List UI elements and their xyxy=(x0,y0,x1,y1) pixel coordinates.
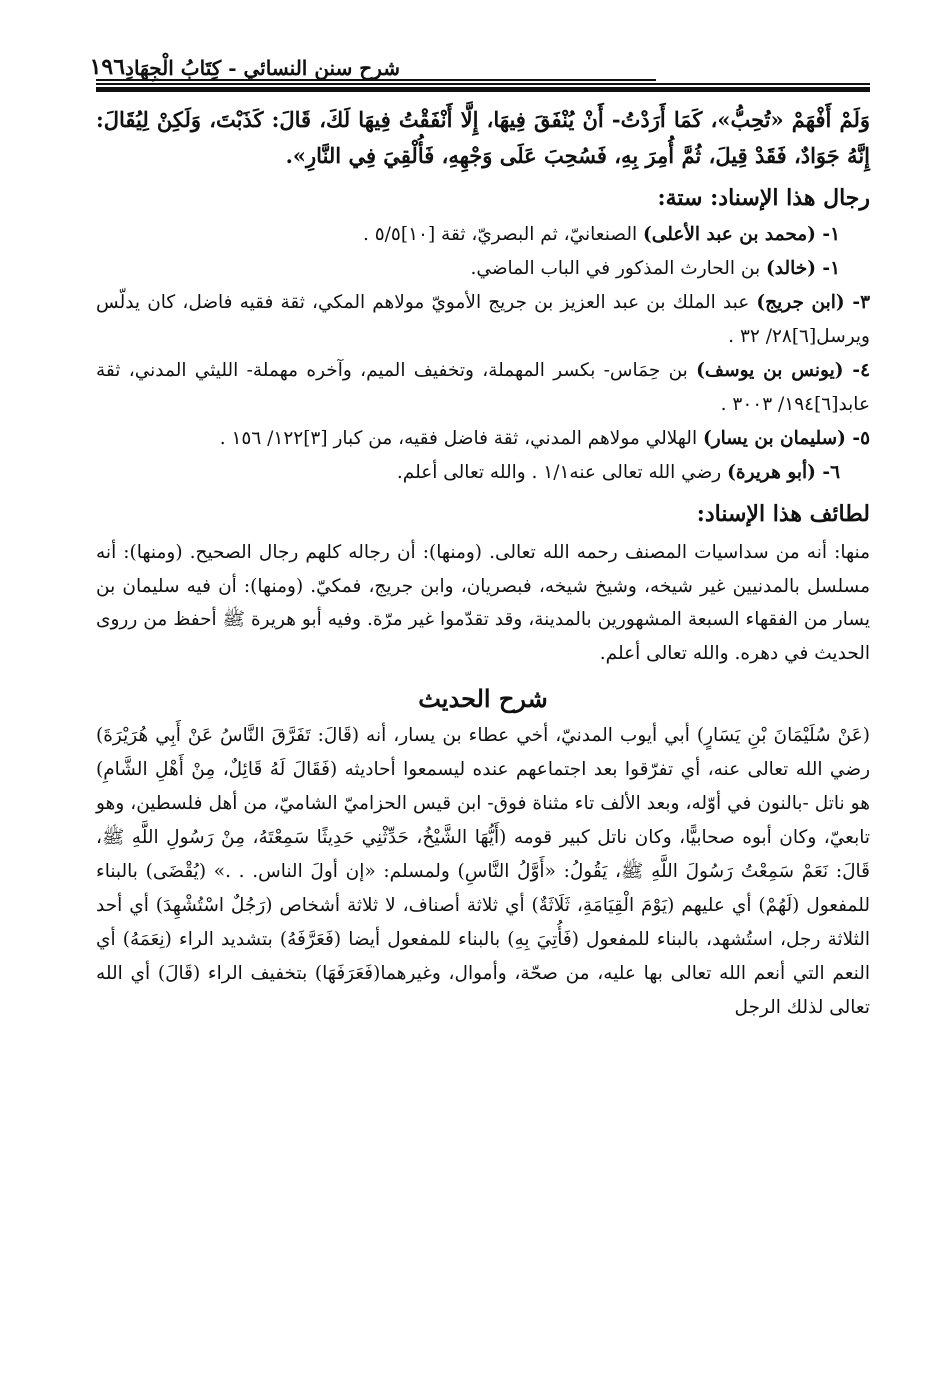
narrator-desc: الهلالي مولاهم المدني، ثقة فاضل فقيه، من كبار [٣]١٢٢/ ١٥٦ . xyxy=(219,428,703,449)
narrator-name: ٦- (أبو هريرة) xyxy=(727,462,840,483)
narrator-item xyxy=(96,456,840,490)
narrator-name: ٤- (يونس بن يوسف) xyxy=(696,360,870,381)
header-underline xyxy=(96,79,656,81)
book-title: شرح سنن النسائي - كِتَابُ الْجِهَادِ xyxy=(125,56,400,80)
narrator-name: ٥- (سليمان بن يسار) xyxy=(702,428,870,449)
narrator-name: ١- (محمد بن عبد الأعلى) xyxy=(643,224,840,245)
header-rule-thin xyxy=(96,83,870,85)
header-rule-thick xyxy=(96,87,870,92)
narrator-desc: الصنعانيّ، ثم البصريّ، ثقة [١٠]٥/٥ . xyxy=(362,224,644,245)
narrator-desc: بن حِمَاس- بكسر المهملة، وتخفيف الميم، وآخره مهملة- الليثي المدني، ثقة عابد[٦]١٩٤/ ٣٠٠٣ . xyxy=(96,360,870,415)
hadith-text: وَلَمْ أَفْهَمْ «تُحِبُّ»، كَمَا أَرَدْتُ- أَنْ يُنْفَقَ فِيهَا، إِلَّا أَنْفَقْتُ فِيهَا لَكَ، قَالَ: كَذَبْتَ، وَلَكِنْ لِيُقَالَ: إِنَّهُ جَوَادٌ، فَقَدْ قِيلَ، ثُمَّ أُمِرَ بِهِ، فَسُحِبَ عَلَى وَجْهِهِ، فَأُلْقِيَ فِي النَّارِ». xyxy=(96,107,870,168)
narrator-name: ٣- (ابن جريج) xyxy=(756,292,870,313)
narrator-item xyxy=(96,354,870,422)
narrator-desc: بن الحارث المذكور في الباب الماضي. xyxy=(470,258,767,279)
subtleties-heading: لطائف هذا الإسناد: xyxy=(696,501,870,527)
narrator-item xyxy=(96,252,840,286)
running-header xyxy=(89,30,870,80)
narrator-desc: رضي الله تعالى عنه١/١ . والله تعالى أعلم. xyxy=(396,462,728,483)
page-number: ١٩٦ xyxy=(89,54,126,80)
narrator-desc: عبد الملك بن عبد العزيز بن جريج الأمويّ مولاهم المكي، ثقة فقيه فاضل، كان يدلّس ويرسل[٦]٢٨/ ٣٢ . xyxy=(96,292,870,347)
page xyxy=(89,30,870,1025)
narrator-item xyxy=(96,422,870,456)
explanation-heading: شرح الحديث xyxy=(418,684,548,713)
narrator-item xyxy=(96,286,870,354)
narrator-item xyxy=(96,218,840,252)
narrators-heading: رجال هذا الإسناد: ستة: xyxy=(657,185,870,211)
explanation-text: (عَنْ سُلَيْمَانَ بْنِ يَسَارٍ) أبي أيوب المدنيّ، أخي عطاء بن يسار، أنه (قَالَ: تَفَرَّقَ النَّاسُ عَنْ أَبِي هُرَيْرَةَ) رضي الله تعالى عنه، أي تفرّقوا بعد اجتماعهم عنده ليسمعوا أحاديثه (فَقَالَ لَهُ قَائِلٌ، مِنْ أَهْلِ الشَّامِ) هو ناتل -بالنون في أوّله، وبعد الألف تاء مثناة فوق- ابن قيس الحزاميّ الشاميّ، من أهل فلسطين، وهو تابعيّ، وكان أبوه صحابيًّا، وكان ناتل كبير قومه (أَيُّهَا الشَّيْخُ، حَدِّثْنِي حَدِيثًا سَمِعْتَهُ، مِنْ رَسُولِ اللَّهِ ﷺ، قَالَ: نَعَمْ سَمِعْتُ رَسُولَ اللَّهِ ﷺ، يَقُولُ: «أَوَّلُ النَّاسِ) ولمسلم: «إن أولَ الناس. . .» (يُقْضَى) بالبناء للمفعول (لَهُمْ) أي عليهم (يَوْمَ الْقِيَامَةِ، ثَلَاثَةٌ) أي ثلاثة أصناف، لا ثلاثة أشخاص (رَجُلٌ اسْتُشْهِدَ) أي أحد الثلاثة رجل، استُشهد، بالبناء للمفعول (فَأُتِيَ بِهِ) بالبناء للمفعول أيضا (فَعَرَّفَهُ) بتشديد الراء (نِعَمَهُ) أي النعم التي أنعم الله تعالى بها عليه، من صحّة، وأموال، وغيرهما(فَعَرَفَهَا) بتخفيف الراء (قَالَ) أي الله تعالى لذلك الرجل xyxy=(96,725,870,1018)
narrator-name: ١- (خالد) xyxy=(766,258,840,279)
narrator-list xyxy=(96,218,870,490)
subtleties-text: منها: أنه من سداسيات المصنف رحمه الله تعالى. (ومنها): أن رجاله كلهم رجال الصحيح. (ومنها): أنه مسلسل بالمدنيين غير شيخه، وشيخ شيخه، فبصريان، وابن جريج، فمكيّ. (ومنها): أن فيه سليمان بن يسار من الفقهاء السبعة المشهورين بالمدينة، وقد تقدّموا غير مرّة. وفيه أبو هريرة ﷺ أحفظ من رروى الحديث في دهره. والله تعالى أعلم. xyxy=(96,542,870,664)
